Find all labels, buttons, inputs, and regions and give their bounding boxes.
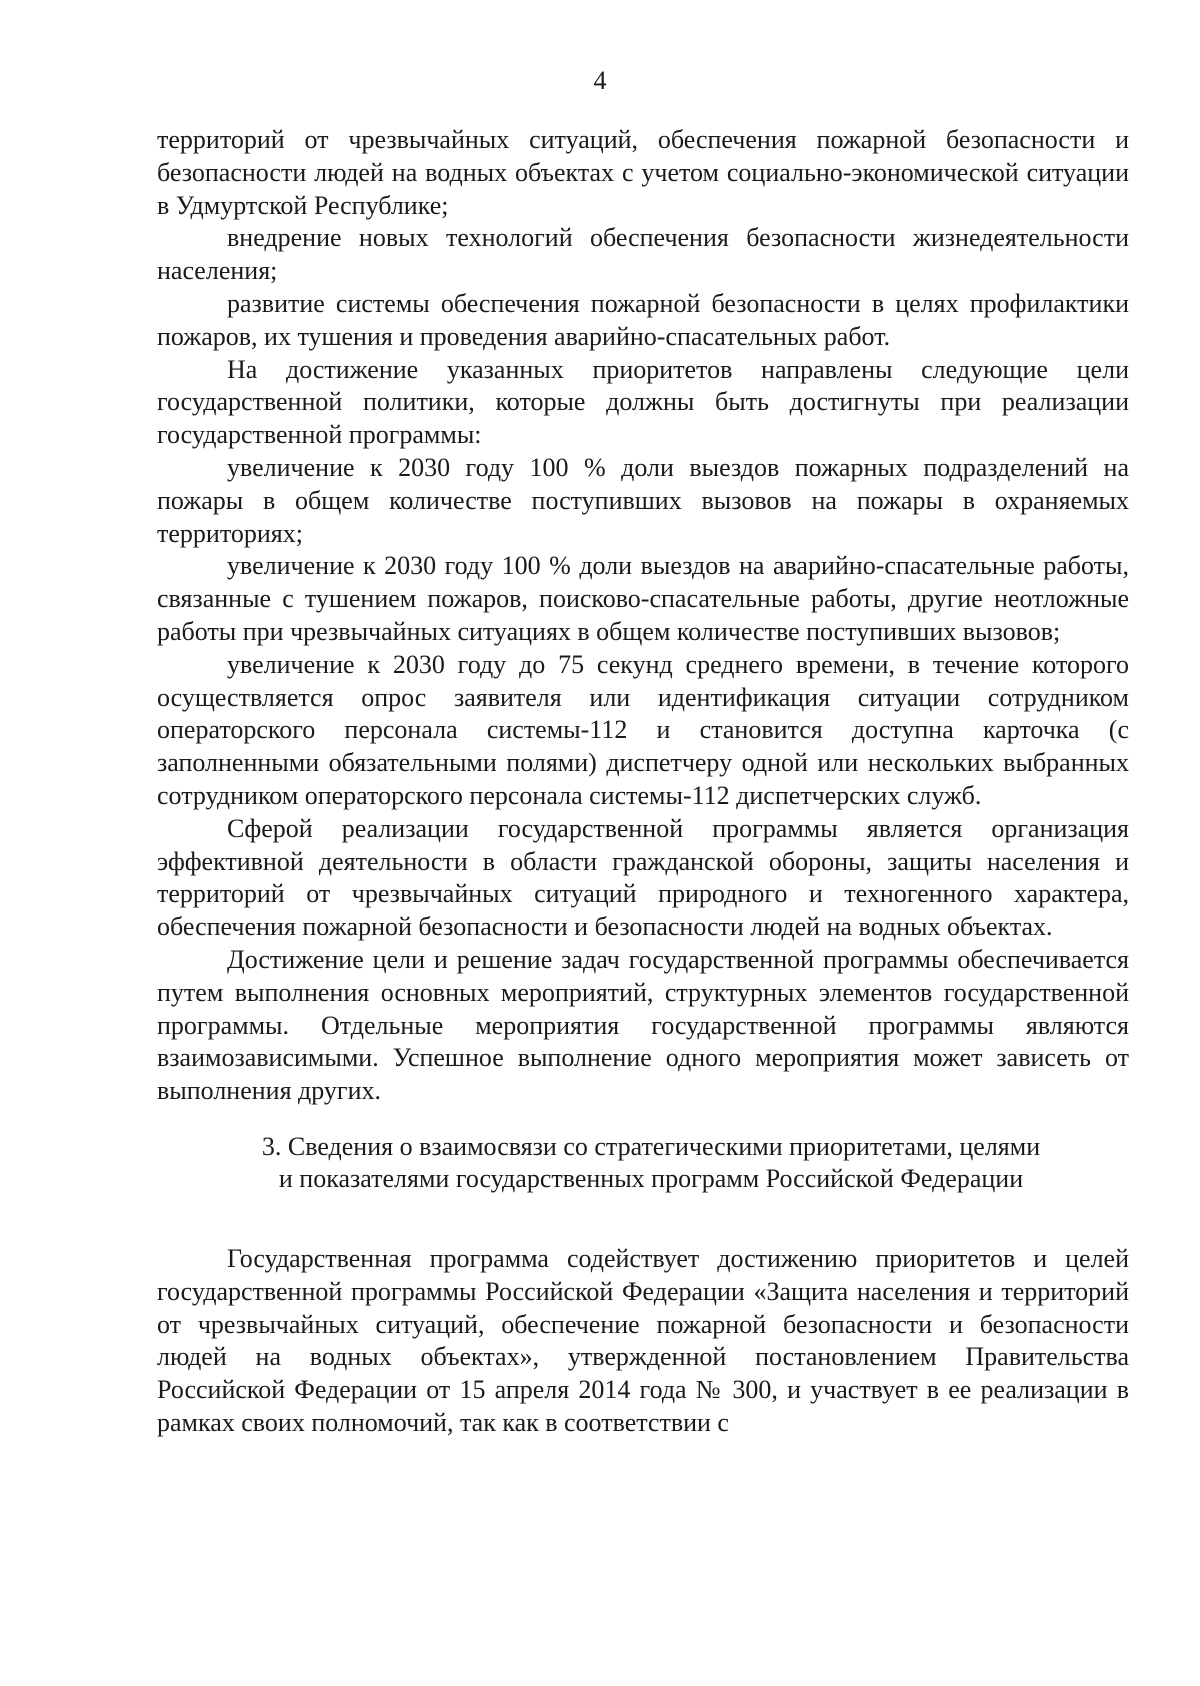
paragraph: На достижение указанных приоритетов направлены следующие цели государственной политики, которые должны быть достигнуты при реализации государственной программы:: [157, 354, 1129, 450]
paragraph: внедрение новых технологий обеспечения безопасности жизнедеятельности населения;: [157, 223, 1129, 286]
paragraph: увеличение к 2030 году 100 % доли выездов на аварийно-спасательные работы, связанные с тушением пожаров, поисково-спасательные работы, другие неотложные работы при чрезвычайных ситуациях в общем количестве поступивших вызовов;: [157, 551, 1129, 646]
paragraph: Сферой реализации государственной программы является организация эффективной деятельности в области гражданской обороны, защиты населения и территорий от чрезвычайных ситуаций природного и техногенного характера, обеспечения пожарной безопасности и безопасности людей на водных объектах.: [157, 813, 1129, 942]
body-text-top: [157, 124, 1129, 1108]
paragraph: увеличение к 2030 году до 75 секунд среднего времени, в течение которого осуществляется опрос заявителя или идентификация ситуации сотрудником операторского персонала системы-112 и становится доступна карточка (с заполненными обязательными полями) диспетчеру одной или нескольких выбранных сотрудником операторского персонала системы-112 диспетчерских служб.: [157, 649, 1129, 810]
page-number: 4: [593, 66, 607, 95]
paragraph: Государственная программа содействует достижению приоритетов и целей государственной программы Российской Федерации «Защита населения и территорий от чрезвычайных ситуаций, обеспечение пожарной безопасности и безопасности людей на водных объектах», утвержденной постановлением Правительства Российской Федерации от 15 апреля 2014 года № 300, и участвует в ее реализации в рамках своих полномочий, так как в соответствии с: [157, 1243, 1129, 1437]
section-heading: [157, 1131, 1129, 1196]
section-heading-line: и показателями государственных программ Российской Федерации: [278, 1164, 1024, 1194]
section-heading-line: 3. Сведения о взаимосвязи со стратегическими приоритетами, целями: [261, 1131, 1041, 1161]
paragraph: Достижение цели и решение задач государственной программы обеспечивается путем выполнения основных мероприятий, структурных элементов государственной программы. Отдельные мероприятия государственной программы являются взаимозависимыми. Успешное выполнение одного мероприятия может зависеть от выполнения других.: [157, 944, 1129, 1106]
paragraph: развитие системы обеспечения пожарной безопасности в целях профилактики пожаров, их тушения и проведения аварийно-спасательных работ.: [157, 288, 1129, 351]
paragraph: увеличение к 2030 году 100 % доли выездов пожарных подразделений на пожары в общем количестве поступивших вызовов на пожары в охраняемых территориях;: [157, 452, 1129, 548]
body-text-bottom: [157, 1243, 1129, 1440]
document-body: [157, 124, 1129, 1440]
paragraph: территорий от чрезвычайных ситуаций, обеспечения пожарной безопасности и безопасности людей на водных объектах с учетом социально-экономической ситуации в Удмуртской Республике;: [157, 125, 1129, 220]
